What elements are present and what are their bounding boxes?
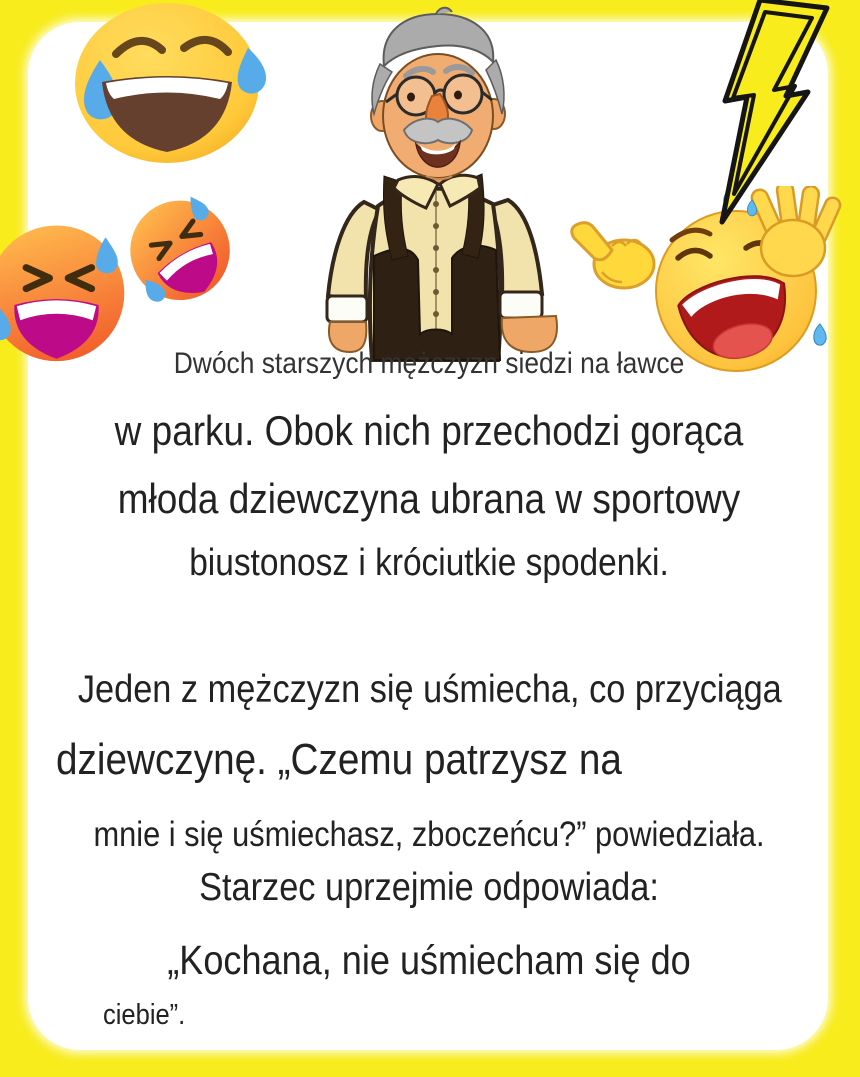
tears-of-joy-emoji (56, 0, 268, 170)
story-line-7: mnie i się uśmiechasz, zboczeńcu?” powiedziała. (93, 815, 765, 854)
story-line-3: młoda dziewczyna ubrana w sportowy (117, 475, 741, 522)
story-line-2: w parku. Obok nich przechodzi gorąca (114, 407, 744, 454)
story-line-5: Jeden z mężczyzn się uśmiecha, co przyciąga (77, 668, 782, 711)
story-line-9: „Kochana, nie uśmiecham się do (167, 937, 691, 983)
lightning-bolt (648, 0, 838, 234)
story-line-4: biustonosz i króciutkie spodenki. (189, 542, 669, 584)
story-line-8: Starzec uprzejmie odpowiada: (199, 866, 659, 909)
old-man-cartoon (300, 4, 570, 364)
story-line-6: dziewczynę. „Czemu patrzysz na (56, 735, 622, 784)
story-line-10: ciebie”. (103, 999, 186, 1031)
story-line-1: Dwóch starszych mężczyzn siedzi na ławce (173, 347, 685, 380)
pointing-hand-emoji (566, 220, 658, 290)
